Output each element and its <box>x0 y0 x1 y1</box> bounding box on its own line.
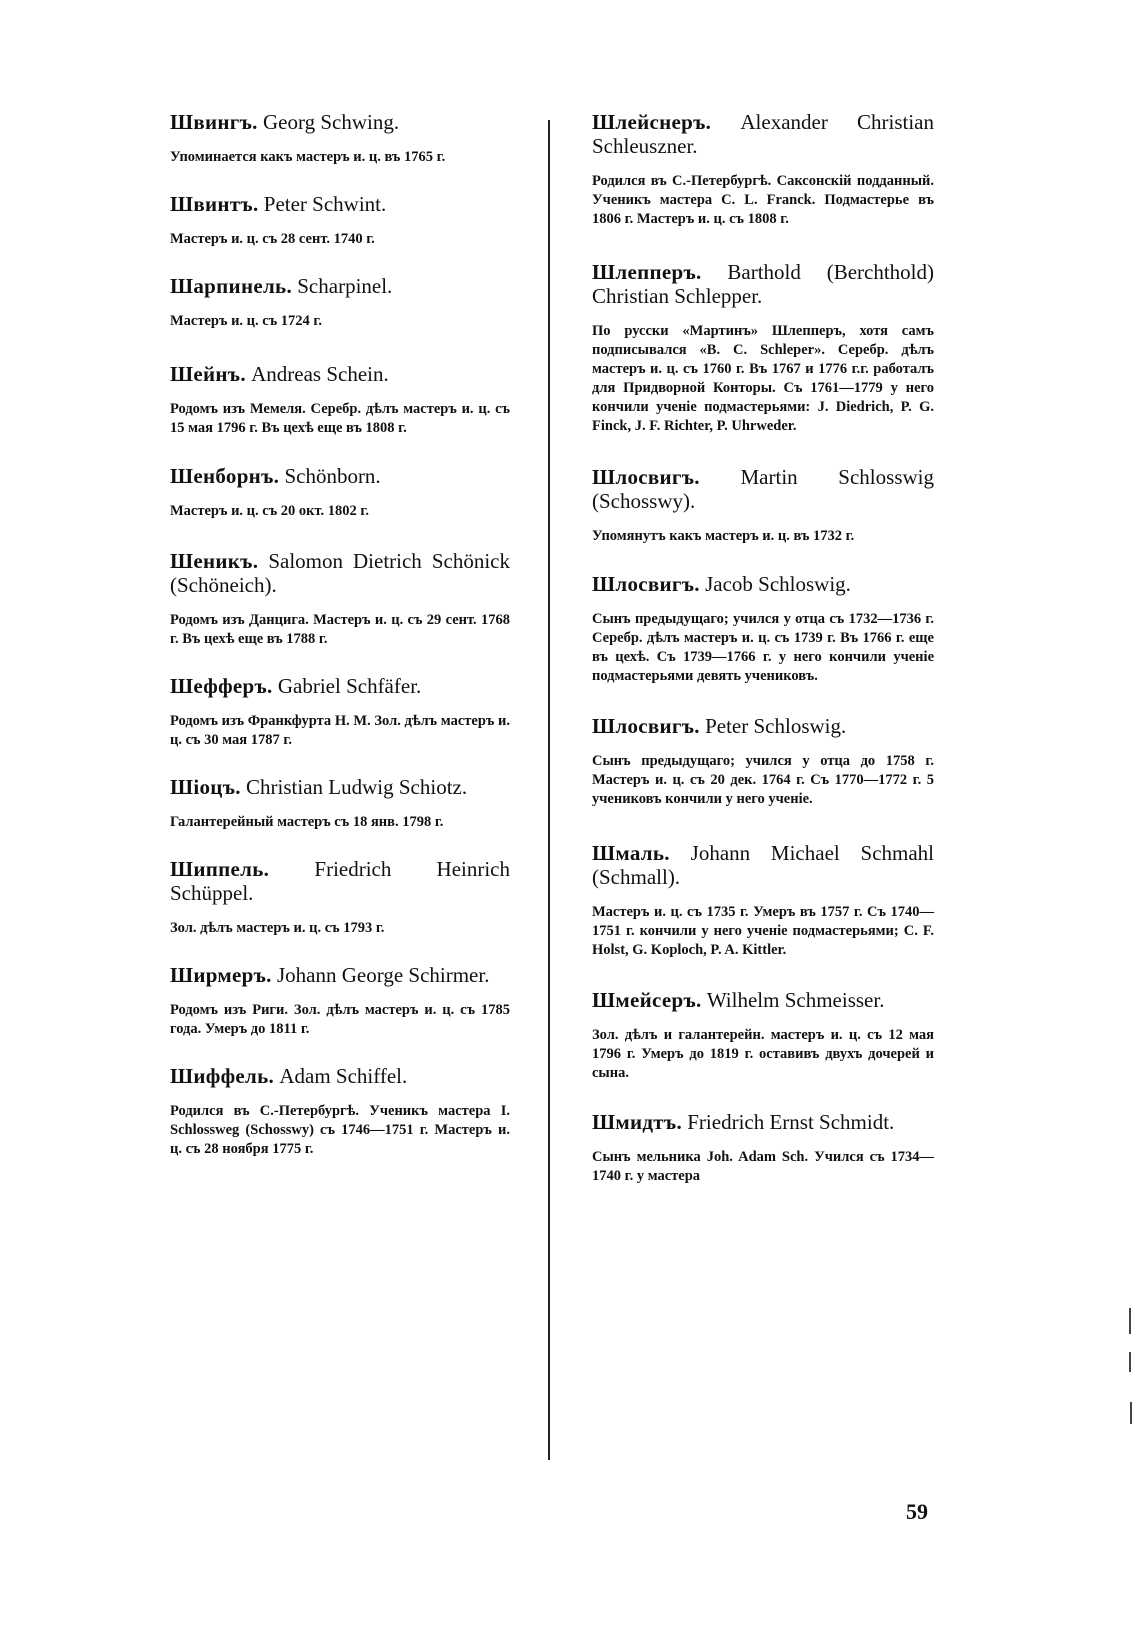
page-number: 59 <box>906 1499 928 1524</box>
entry-text: Зол. дѣлъ и галантерейн. мастеръ и. ц. съ 12 мая 1796 г. Умеръ до 1819 г. оставивъ двухъ дочерей и сына. <box>592 1027 934 1081</box>
entry-name-ru: Шлейснеръ. <box>592 110 712 134</box>
entry-name-de: Alexander Christian Schleuszner. <box>592 110 935 158</box>
entry <box>592 465 934 546</box>
entry-name-ru: Ширмеръ. <box>170 963 272 987</box>
entry-text: Упомянутъ какъ мастеръ и. ц. въ 1732 г. <box>592 528 855 544</box>
entry-text: Мастеръ и. ц. съ 20 окт. 1802 г. <box>170 503 370 519</box>
entry-text: Родомъ изъ Риги. Зол. дѣлъ мастеръ и. ц. съ 1785 года. Умеръ до 1811 г. <box>170 1002 510 1037</box>
entry-heading <box>170 192 510 216</box>
entry-text: Сынъ мельника Joh. Adam Sch. Учился съ 1734—1740 г. у мастера <box>592 1149 934 1184</box>
entry <box>170 110 510 167</box>
entry <box>170 362 510 438</box>
entry <box>170 274 510 331</box>
entry-name-ru: Швингъ. <box>170 110 258 134</box>
entry-text: Родомъ изъ Мемеля. Серебр. дѣлъ мастеръ и. ц. съ 15 мая 1796 г. Въ цехѣ еще въ 1808 г. <box>170 401 510 436</box>
entry-name-ru: Шмейсеръ. <box>592 988 702 1012</box>
entry-text: Сынъ предыдущаго; учился у отца до 1758 г. Мастеръ и. ц. съ 20 дек. 1764 г. Съ 1770—1772 г. 5 учениковъ кончили у него ученiе. <box>592 753 934 807</box>
entry <box>592 714 934 809</box>
entry-text: Родомъ изъ Данцига. Мастеръ и. ц. съ 29 сент. 1768 г. Въ цехѣ еще въ 1788 г. <box>170 612 510 647</box>
entry-name-ru: Шиффель. <box>170 1064 275 1088</box>
entry-name-ru: Шейнъ. <box>170 362 246 386</box>
entry-heading <box>170 963 510 987</box>
scan-edge-mark <box>1129 1352 1131 1372</box>
scan-edge-mark <box>1130 1402 1132 1424</box>
entry-name-de: Scharpinel. <box>297 274 393 298</box>
entry-name-ru: Шioцъ. <box>170 775 241 799</box>
entry-name-de: Georg Schwing. <box>262 110 400 134</box>
entry-text: Родился въ С.-Петербургѣ. Ученикъ мастера I. Schlossweg (Schosswy) съ 1746—1751 г. Мастеръ и. ц. съ 28 ноября 1775 г. <box>170 1103 510 1157</box>
entry <box>170 775 510 832</box>
entry-heading <box>592 260 934 308</box>
entry <box>170 857 510 938</box>
entry-name-de: Johann George Schirmer. <box>276 963 490 987</box>
entry <box>592 841 934 960</box>
entry-name-ru: Шлосвигъ. <box>592 465 700 489</box>
entry-heading <box>170 110 510 134</box>
entry-name-ru: Шлосвигъ. <box>592 572 700 596</box>
entry-name-ru: Шмаль. <box>592 841 670 865</box>
entry-heading <box>170 775 510 799</box>
entry-heading <box>170 274 510 298</box>
entry-text: Галантерейный мастеръ съ 18 янв. 1798 г. <box>170 814 444 830</box>
entry-name-de: Peter Schwint. <box>263 192 387 216</box>
entry-text: Мастеръ и. ц. съ 28 сент. 1740 г. <box>170 231 375 247</box>
entry <box>170 464 510 521</box>
entry-name-ru: Шарпинель. <box>170 274 292 298</box>
entry-heading <box>592 988 934 1012</box>
entry-text: Родился въ С.-Петербургѣ. Саксонскiй подданный. Ученикъ мастера С. L. Franck. Подмастерье въ 1806 г. Мастеръ и. ц. съ 1808 г. <box>592 173 934 227</box>
entry-heading <box>170 362 510 386</box>
entry-name-ru: Шмидтъ. <box>592 1110 682 1134</box>
entry-name-ru: Швинтъ. <box>170 192 259 216</box>
entry <box>592 572 934 686</box>
entry-text: Мастеръ и. ц. съ 1735 г. Умеръ въ 1757 г. Съ 1740—1751 г. кончили у него ученiе подмастерьями; С. F. Holst, G. Koploch, P. A. Kittler. <box>592 904 934 958</box>
entry-name-de: Martin Schlosswig (Schosswy). <box>592 465 934 513</box>
entry-heading <box>592 572 934 596</box>
entry <box>170 674 510 750</box>
entry-heading <box>170 674 510 698</box>
entry-name-de: Gabriel Schfäfer. <box>277 674 422 698</box>
entry <box>170 192 510 249</box>
entry-heading <box>170 857 510 905</box>
entry-name-de: Friedrich Heinrich Schüppel. <box>170 857 510 905</box>
right-column <box>592 110 934 1186</box>
entry-name-ru: Шенборнъ. <box>170 464 280 488</box>
entry-name-de: Schönborn. <box>284 464 381 488</box>
entry-name-ru: Шеникъ. <box>170 549 259 573</box>
entry-heading <box>170 1064 510 1088</box>
entry-text: Упоминается какъ мастеръ и. ц. въ 1765 г. <box>170 149 446 165</box>
entry-name-de: Andreas Schein. <box>251 362 389 386</box>
entry-heading <box>592 110 934 158</box>
entry-name-de: Barthold (Berchthold) Christian Schlepper. <box>592 260 934 308</box>
entry <box>170 963 510 1039</box>
entry-heading <box>592 841 934 889</box>
entry-name-de: Johann Michael Schmahl (Schmall). <box>592 841 935 889</box>
entry <box>592 110 934 229</box>
entry-heading <box>592 714 934 738</box>
entry-text: По русски «Мартинъ» Шлепперъ, хотя самъ подписывался «B. C. Schleper». Серебр. дѣлъ мастеръ и. ц. съ 1760 г. Въ 1767 и 1776 г.г. работалъ для Придворной Конторы. Съ 1761—1779 у него кончили ученiе подмастерьями: J. Diedrich, P. G. Finck, J. F. Richter, P. Uhrweder. <box>592 323 934 434</box>
entry <box>592 1110 934 1186</box>
entry-text: Сынъ предыдущаго; учился у отца съ 1732—1736 г. Серебр. дѣлъ мастеръ и. ц. съ 1739 г. Въ 1766 г. еще въ цехѣ. Съ 1739—1766 г. у него кончили ученiе подмастерьями девять учениковъ. <box>592 611 934 684</box>
entry-name-ru: Шлосвигъ. <box>592 714 700 738</box>
entry-name-ru: Шлепперъ. <box>592 260 702 284</box>
entry-text: Зол. дѣлъ мастеръ и. ц. съ 1793 г. <box>170 920 385 936</box>
entry-name-ru: Шефферъ. <box>170 674 273 698</box>
entry-name-ru: Шиппель. <box>170 857 270 881</box>
entry-heading <box>170 549 510 597</box>
entry-name-de: Friedrich Ernst Schmidt. <box>687 1110 895 1134</box>
entry-name-de: Peter Schloswig. <box>705 714 847 738</box>
entry-name-de: Wilhelm Schmeisser. <box>706 988 885 1012</box>
entry-name-de: Christian Ludwig Schiotz. <box>246 775 468 799</box>
scan-edge-mark <box>1129 1308 1131 1334</box>
entry-heading <box>592 1110 934 1134</box>
entry <box>592 988 934 1083</box>
entry <box>170 549 510 649</box>
entry-name-de: Adam Schiffel. <box>279 1064 408 1088</box>
entry-heading <box>170 464 510 488</box>
entry <box>592 260 934 436</box>
entry <box>170 1064 510 1159</box>
column-divider <box>548 120 550 1460</box>
entry-name-de: Salomon Dietrich Schönick (Schöneich). <box>170 549 510 597</box>
left-column <box>170 110 510 1159</box>
entry-text: Родомъ изъ Франкфурта Н. М. Зол. дѣлъ мастеръ и. ц. съ 30 мая 1787 г. <box>170 713 510 748</box>
entry-heading <box>592 465 934 513</box>
entry-name-de: Jacob Schloswig. <box>705 572 851 596</box>
entry-text: Мастеръ и. ц. съ 1724 г. <box>170 313 322 329</box>
